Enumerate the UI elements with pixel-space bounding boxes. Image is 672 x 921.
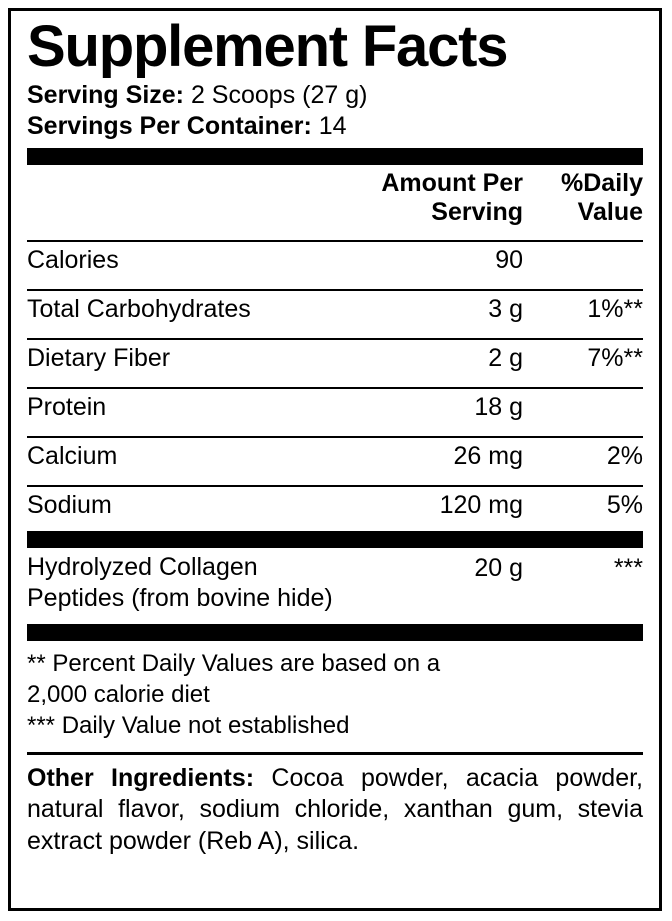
blend-dv: *** — [613, 554, 643, 583]
servings-per-container-label: Servings Per Container: — [27, 111, 312, 140]
table-row: Dietary Fiber 2 g 7%** — [27, 344, 643, 373]
header-amount-per-serving: Amount Per Serving — [381, 168, 523, 226]
footnote-daily-values-1: ** Percent Daily Values are based on a — [27, 650, 441, 678]
row-divider — [27, 427, 643, 437]
row-divider — [27, 231, 643, 241]
other-ingredients — [27, 763, 643, 858]
table-row: Total Carbohydrates 3 g 1%** — [27, 295, 643, 324]
table-row: Protein 18 g — [27, 393, 523, 422]
serving-size-label: Serving Size: — [27, 80, 184, 109]
table-header-row — [27, 165, 643, 232]
other-ingredients-value: Cocoa powder, acacia powder, natural flavor, sodium chloride, xanthan gum, stevia extract powder (Reb A), silica. — [27, 763, 643, 855]
row-divider — [27, 329, 643, 339]
footnote-not-established: *** Daily Value not established — [27, 711, 350, 739]
table-row — [27, 548, 643, 618]
table-row: Calcium 26 mg 2% — [27, 442, 643, 471]
divider-thick-blend — [27, 531, 643, 548]
table-row: Sodium 120 mg 5% — [27, 491, 643, 520]
row-divider — [27, 476, 643, 486]
blend-amount: 20 g — [474, 554, 523, 583]
page-title: Supplement Facts — [27, 14, 508, 79]
other-ingredients-label: Other Ingredients: — [27, 763, 255, 792]
blend-name: Hydrolyzed Collagen Peptides (from bovine hide) — [27, 553, 333, 612]
serving-size-value: 2 Scoops (27 g) — [190, 80, 368, 109]
header-blank — [27, 165, 353, 232]
row-divider — [27, 378, 643, 388]
row-divider — [27, 280, 643, 290]
footnotes — [27, 649, 643, 741]
footnote-daily-values-2: 2,000 calorie diet — [27, 681, 210, 709]
blend-table — [27, 548, 643, 618]
supplement-facts-panel — [8, 8, 662, 911]
serving-size-line — [27, 80, 643, 111]
header-daily-value: %Daily Value — [561, 168, 643, 226]
servings-per-container-value: 14 — [318, 111, 347, 140]
divider-thick-bottom — [27, 624, 643, 641]
servings-per-container-line — [27, 111, 643, 142]
nutrition-table — [27, 165, 643, 526]
divider-thick-top — [27, 148, 643, 165]
table-row: Calories 90 — [27, 246, 523, 275]
divider-other-ingredients — [27, 752, 643, 755]
